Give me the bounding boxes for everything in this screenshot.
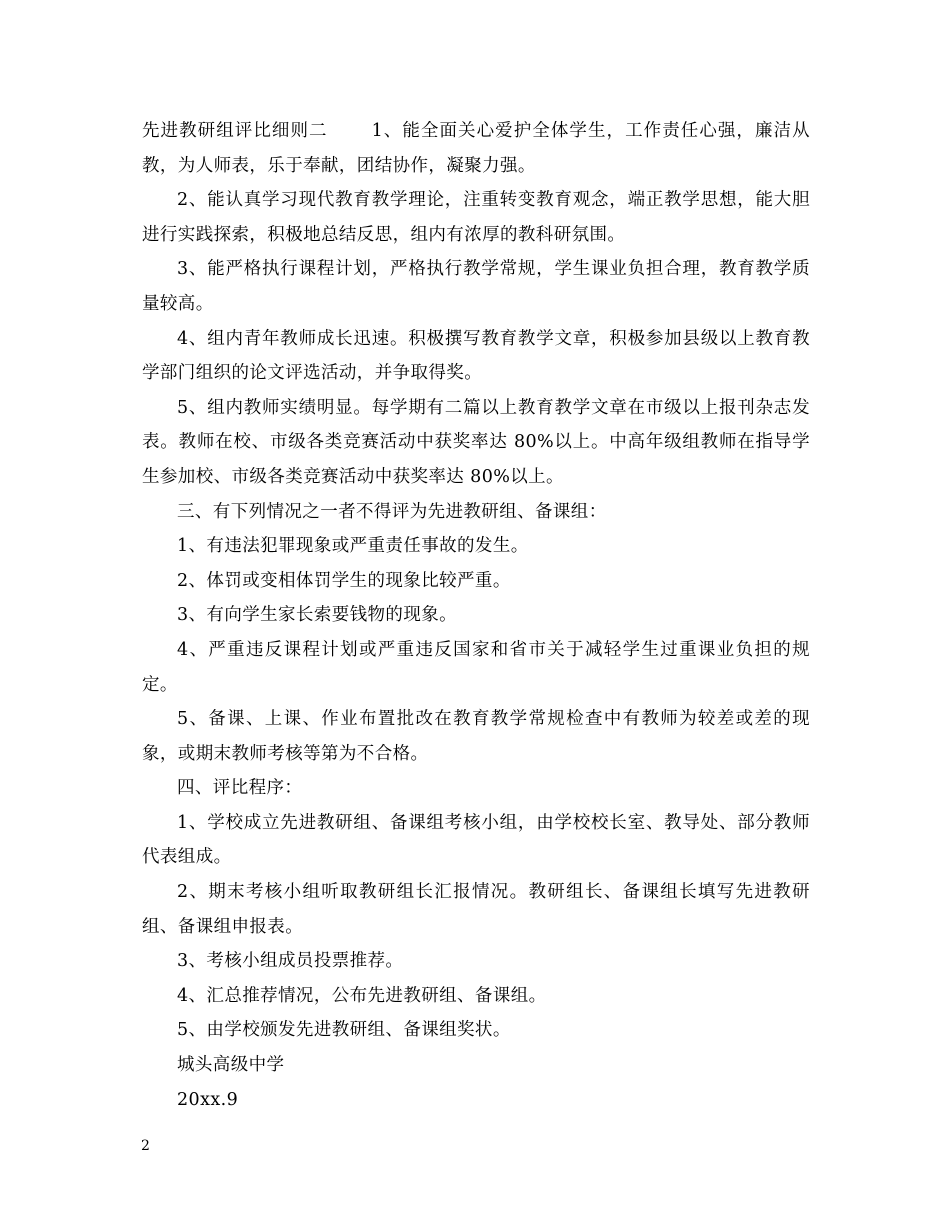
paragraph: 2、能认真学习现代教育教学理论，注重转变教育观念，端正教学思想，能大胆进行实践探索，积极地总结反思，组内有浓厚的教科研氛围。 — [142, 190, 810, 245]
section-heading: 三、有下列情况之一者不得评为先进教研组、备课组： — [177, 501, 607, 522]
document-title: 先进教研组评比细则二 — [142, 121, 328, 141]
paragraph: 2、期末考核小组听取教研组长汇报情况。教研组长、备课组长填写先进教研组、备课组申报表。 — [142, 882, 810, 937]
page-number: 2 — [141, 1138, 150, 1154]
paragraph: 1、学校成立先进教研组、备课组考核小组，由学校校长室、教导处、部分教师代表组成。 — [142, 812, 810, 868]
section-heading: 四、评比程序： — [177, 778, 303, 799]
paragraph: 5、由学校颁发先进教研组、备课组奖状。 — [177, 1020, 511, 1041]
paragraph: 4、汇总推荐情况，公布先进教研组、备课组。 — [177, 985, 547, 1006]
first-paragraph — [142, 114, 810, 183]
document-body — [142, 114, 810, 1117]
paragraph: 5、组内教师实绩明显。每学期有二篇以上教育教学文章在市级以上报刊杂志发表。教师在校、市级各类竞赛活动中获奖率达 80%以上。中高年级组教师在指导学生参加校、市级各类竞赛活动中获奖率达 80%以上。 — [142, 397, 810, 487]
paragraph: 1、有违法犯罪现象或严重责任事故的发生。 — [177, 536, 529, 557]
paragraph: 4、严重违反课程计划或严重违反国家和省市关于减轻学生过重课业负担的规定。 — [142, 639, 810, 695]
paragraph: 4、组内青年教师成长迅速。积极撰写教育教学文章，积极参加县级以上教育教学部门组织的论文评选活动，并争取得奖。 — [142, 328, 810, 384]
paragraph-1-text: 1、能全面关心爱护全体学生，工作责任心强，廉洁从教，为人师表，乐于奉献，团结协作，凝聚力强。 — [142, 121, 811, 176]
document-date: 20xx.9 — [177, 1089, 239, 1110]
paragraph: 3、有向学生家长索要钱物的现象。 — [177, 605, 458, 626]
paragraph: 2、体罚或变相体罚学生的现象比较严重。 — [177, 570, 511, 591]
paragraph: 5、备课、上课、作业布置批改在教育教学常规检查中有教师为较差或差的现象，或期末教师考核等第为不合格。 — [142, 709, 810, 764]
school-name: 城头高级中学 — [177, 1055, 285, 1076]
paragraph: 3、考核小组成员投票推荐。 — [177, 951, 404, 972]
paragraph: 3、能严格执行课程计划，严格执行教学常规，学生课业负担合理，教育教学质量较高。 — [142, 259, 810, 314]
